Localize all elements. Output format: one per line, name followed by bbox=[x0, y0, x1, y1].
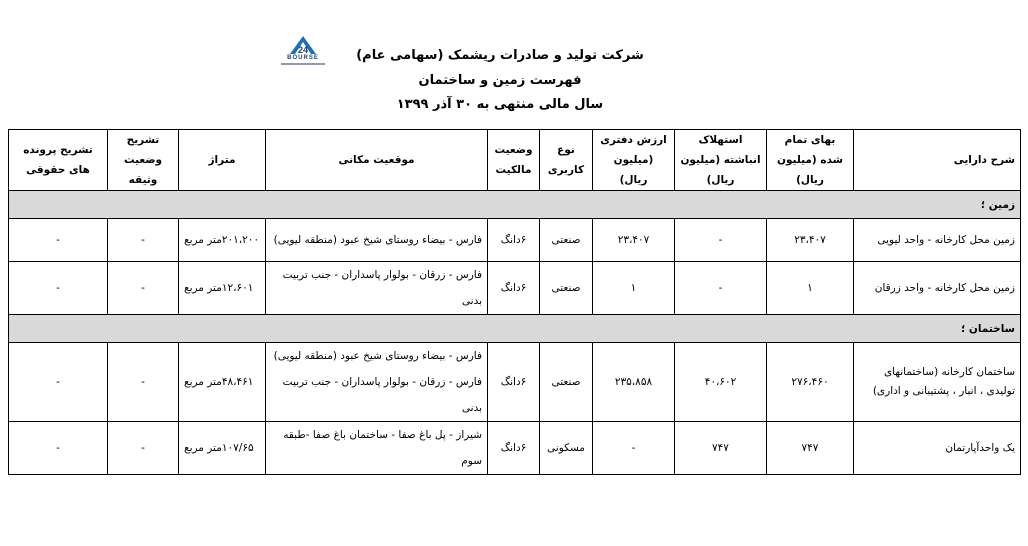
col-header-legal: تشریح پرونده های حقوقی bbox=[9, 130, 108, 191]
cell-usage: صنعتی bbox=[540, 343, 593, 422]
cell-cost: ۷۴۷ bbox=[767, 422, 854, 475]
location-line: فارس - زرقان - بولوار پاسداران - جنب تربیت بدنی bbox=[282, 376, 482, 414]
cell-location bbox=[266, 422, 488, 475]
cell-ownership: ۶دانگ bbox=[488, 262, 540, 315]
cell-cost: ۲۷۶،۴۶۰ bbox=[767, 343, 854, 422]
table-row bbox=[9, 343, 1021, 422]
table-row bbox=[9, 422, 1021, 475]
cell-legal: - bbox=[9, 262, 108, 315]
land-buildings-table bbox=[8, 129, 1021, 475]
section-row-land bbox=[9, 191, 1021, 219]
svg-text:24: 24 bbox=[297, 45, 309, 55]
cell-cost: ۲۳،۴۰۷ bbox=[767, 219, 854, 262]
col-header-description: شرح دارایی bbox=[854, 130, 1021, 191]
col-header-area: متراژ bbox=[179, 130, 266, 191]
cell-depreciation: - bbox=[675, 219, 767, 262]
cell-usage: صنعتی bbox=[540, 262, 593, 315]
cell-cost: ۱ bbox=[767, 262, 854, 315]
cell-book-value: ۱ bbox=[593, 262, 675, 315]
cell-description: زمین محل کارخانه - واحد زرقان bbox=[854, 262, 1021, 315]
table-header-row bbox=[9, 130, 1021, 191]
cell-location bbox=[266, 343, 488, 422]
cell-depreciation: ۷۴۷ bbox=[675, 422, 767, 475]
cell-book-value: - bbox=[593, 422, 675, 475]
cell-area: ۱۰۷/۶۵متر مربع bbox=[179, 422, 266, 475]
col-header-location: موقعیت مکانی bbox=[266, 130, 488, 191]
table-row bbox=[9, 262, 1021, 315]
location-line: فارس - بیضاء روستای شیخ عبود (منطقه لیویی) bbox=[273, 234, 482, 246]
col-header-book-value: ارزش دفتری (میلیون ریال) bbox=[593, 130, 675, 191]
cell-location bbox=[266, 219, 488, 262]
location-line: شیراز - پل باغ صفا - ساختمان باغ صفا -طبقه سوم bbox=[283, 429, 482, 467]
description-text: ساختمان کارخانه (ساختمانهای تولیدی ، انبار ، پشتیبانی و اداری) bbox=[872, 366, 1015, 397]
location-line: فارس - بیضاء روستای شیخ عبود (منطقه لیویی) bbox=[273, 350, 482, 362]
col-header-depreciation: استهلاک انباشته (میلیون ریال) bbox=[675, 130, 767, 191]
section-title: ساختمان ؛ bbox=[9, 315, 1021, 343]
cell-usage: مسکونی bbox=[540, 422, 593, 475]
cell-collateral: - bbox=[108, 262, 179, 315]
cell-book-value: ۲۳۵،۸۵۸ bbox=[593, 343, 675, 422]
col-header-ownership: وضعیت مالکیت bbox=[488, 130, 540, 191]
cell-ownership: ۶دانگ bbox=[488, 422, 540, 475]
col-header-usage: نوع کاربری bbox=[540, 130, 593, 191]
cell-description: زمین محل کارخانه - واحد لیویی bbox=[854, 219, 1021, 262]
cell-legal: - bbox=[9, 219, 108, 262]
col-header-cost: بهای تمام شده (میلیون ریال) bbox=[767, 130, 854, 191]
report-header bbox=[297, 44, 700, 118]
location-line: فارس - زرقان - بولوار پاسداران - جنب تربیت بدنی bbox=[282, 269, 482, 307]
cell-area: ۴۸،۴۶۱متر مربع bbox=[179, 343, 266, 422]
cell-usage: صنعتی bbox=[540, 219, 593, 262]
cell-book-value: ۲۳،۴۰۷ bbox=[593, 219, 675, 262]
cell-depreciation: ۴۰،۶۰۲ bbox=[675, 343, 767, 422]
cell-collateral: - bbox=[108, 422, 179, 475]
cell-collateral: - bbox=[108, 219, 179, 262]
logo-text: BOURSE bbox=[287, 55, 319, 61]
company-name: شرکت تولید و صادرات ریشمک (سهامی عام) bbox=[356, 48, 644, 63]
cell-ownership: ۶دانگ bbox=[488, 343, 540, 422]
cell-description: یک واحدآپارتمان bbox=[854, 422, 1021, 475]
cell-description bbox=[854, 343, 1021, 422]
cell-depreciation: - bbox=[675, 262, 767, 315]
col-header-collateral: تشریح وضعیت وثیقه bbox=[108, 130, 179, 191]
cell-legal: - bbox=[9, 422, 108, 475]
report-title: فهرست زمین و ساختمان bbox=[418, 72, 582, 88]
cell-ownership: ۶دانگ bbox=[488, 219, 540, 262]
report-period: سال مالی منتهی به ۳۰ آذر ۱۳۹۹ bbox=[396, 97, 604, 112]
cell-collateral: - bbox=[108, 343, 179, 422]
section-title: زمین ؛ bbox=[9, 191, 1021, 219]
section-row-building bbox=[9, 315, 1021, 343]
cell-legal: - bbox=[9, 343, 108, 422]
cell-area: ۲۰۱،۲۰۰متر مربع bbox=[179, 219, 266, 262]
cell-area: ۱۲،۶۰۱متر مربع bbox=[179, 262, 266, 315]
table-row bbox=[9, 219, 1021, 262]
cell-location bbox=[266, 262, 488, 315]
